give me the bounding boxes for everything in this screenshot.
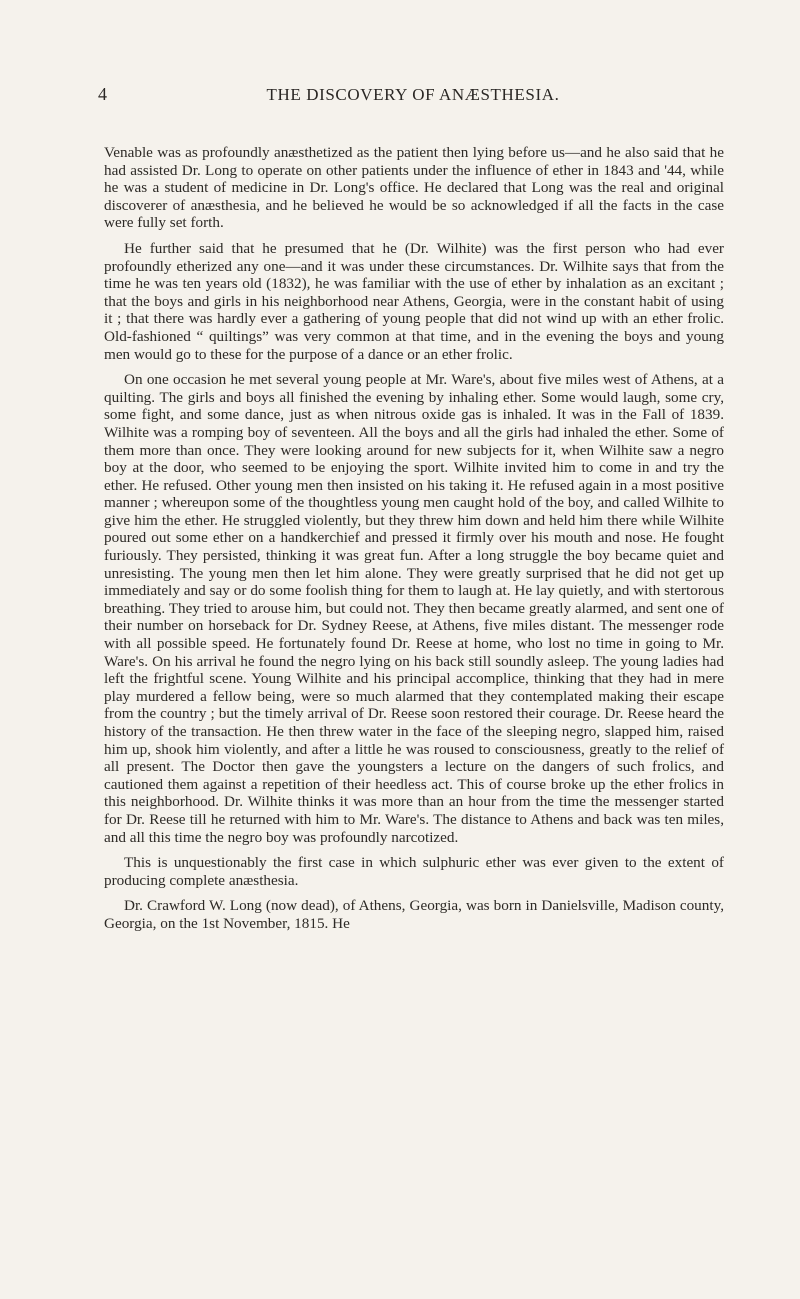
page-number: 4 (98, 84, 107, 104)
page-header (98, 84, 728, 106)
paragraph: Venable was as profoundly anæsthetized as the patient then lying before us—and he also said that he had assisted Dr. Long to operate on other patients under the influence of ether in 1843 and '44, while he was a student of medicine in Dr. Long's office. He declared that Long was the real and original discoverer of anæsthesia, and he believed he would be so acknowledged if all the facts in the case were fully set forth. (104, 144, 724, 232)
paragraph: On one occasion he met several young people at Mr. Ware's, about five miles west of Athens, at a quilting. The girls and boys all finished the evening by inhaling ether. Some would laugh, some cry, some fight, and some dance, just as when nitrous oxide gas is inhaled. It was in the Fall of 1839. Wilhite was a romping boy of seventeen. All the boys and all the girls had inhaled the ether. Some of them more than once. They were looking around for new subjects for it, when Wilhite saw a negro boy at the door, who seemed to be enjoying the sport. Wilhite invited him to come in and try the ether. He refused. Other young men then insisted on his taking it. He refused again in a most positive manner ; whereupon some of the thoughtless young men caught hold of the boy, and called Wilhite to give him the ether. He struggled violently, but they threw him down and held him there while Wilhite poured out some ether on a handkerchief and pressed it firmly over his mouth and nose. He fought furiously. They persisted, thinking it was great fun. After a long struggle the boy became quiet and unresisting. The young men then let him alone. They were greatly surprised that he did not get up immediately and say or do some foolish thing for them to laugh at. He lay quietly, and with stertorous breathing. They tried to arouse him, but could not. They then became greatly alarmed, and sent one of their number on horseback for Dr. Sydney Reese, at Athens, five miles distant. The messenger rode with all possible speed. He fortunately found Dr. Reese at home, who lost no time in going to Mr. Ware's. On his arrival he found the negro lying on his back still soundly asleep. The young ladies had left the frightful scene. Young Wilhite and his principal accomplice, thinking that they had in mere play murdered a fellow being, were so much alarmed that they contemplated making their escape from the country ; but the timely arrival of Dr. Reese soon restored their courage. Dr. Reese heard the history of the transaction. He then threw water in the face of the sleeping negro, slapped him, raised him up, shook him violently, and after a little he was roused to consciousness, greatly to the relief of all present. The Doctor then gave the youngsters a lecture on the dangers of such frolics, and cautioned them against a repetition of their heedless act. This of course broke up the ether frolics in this neighborhood. Dr. Wilhite thinks it was more than an hour from the time the messenger started for Dr. Reese till he returned with him to Mr. Ware's. The distance to Athens and back was ten miles, and all this time the negro boy was profoundly narcotized. (104, 371, 724, 846)
paragraph: Dr. Crawford W. Long (now dead), of Athens, Georgia, was born in Danielsville, Madison county, Georgia, on the 1st November, 1815. He (104, 897, 724, 932)
running-title: THE DISCOVERY OF ANÆSTHESIA. (266, 85, 560, 104)
body-text (104, 144, 724, 941)
paragraph: This is unquestionably the first case in which sulphuric ether was ever given to the extent of producing complete anæsthesia. (104, 854, 724, 889)
paragraph: He further said that he presumed that he (Dr. Wilhite) was the first person who had ever profoundly etherized any one—and it was under these circumstances. Dr. Wilhite says that from the time he was ten years old (1832), he was familiar with the use of ether by inhalation as an excitant ; that the boys and girls in his neighborhood near Athens, Georgia, were in the constant habit of using it ; that there was hardly ever a gathering of young people that did not wind up with an ether frolic. Old-fashioned “ quiltings” was very common at that time, and in the evening the boys and young men would go to these for the purpose of a dance or an ether frolic. (104, 239, 724, 363)
